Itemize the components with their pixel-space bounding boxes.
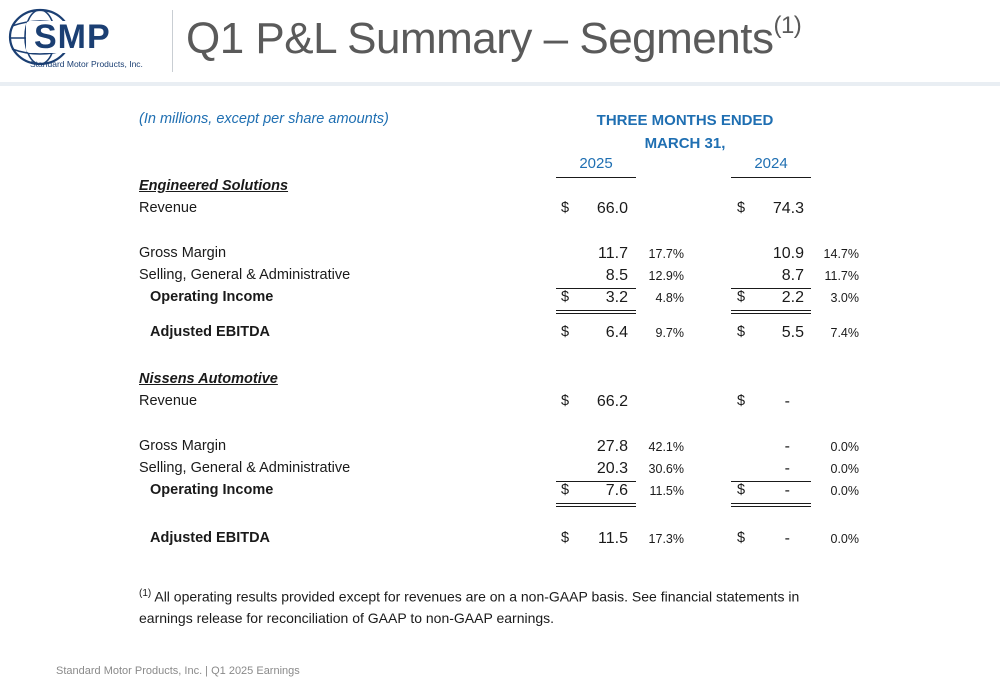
currency-symbol: $ xyxy=(737,200,746,216)
year-2025-heading: 2025 xyxy=(579,155,613,172)
row-label: Revenue xyxy=(139,393,198,409)
footnote-text: All operating results provided except for revenues are on a non-GAAP basis. See financial statements in earnings release for reconciliation of GAAP to non-GAAP earnings. xyxy=(139,588,800,626)
period-line-2: MARCH 31, xyxy=(644,135,726,152)
currency-symbol: $ xyxy=(737,289,746,305)
row-label: Revenue xyxy=(139,200,198,216)
currency-symbol: $ xyxy=(561,289,570,305)
value-2025: 8.5 xyxy=(605,267,628,284)
section-heading-row xyxy=(0,371,1000,393)
table-row xyxy=(0,438,1000,460)
value-2024: - xyxy=(784,460,790,477)
value-2025: 66.0 xyxy=(596,200,628,217)
value-2025: 27.8 xyxy=(596,438,628,455)
percent-2025: 17.7% xyxy=(648,247,684,261)
percent-2024: 0.0% xyxy=(830,484,859,498)
percent-2024: 14.7% xyxy=(823,247,859,261)
currency-symbol: $ xyxy=(737,324,746,340)
row-label: Selling, General & Administrative xyxy=(139,460,351,476)
percent-2024: 11.7% xyxy=(824,269,859,283)
row-label: Gross Margin xyxy=(139,245,227,261)
value-2024: - xyxy=(784,393,790,410)
percent-2024: 7.4% xyxy=(830,326,859,340)
percent-2024: 0.0% xyxy=(830,440,859,454)
units-note: (In millions, except per share amounts) xyxy=(139,111,389,127)
footnote-marker: (1) xyxy=(139,588,152,599)
percent-2025: 17.3% xyxy=(648,532,684,546)
slide-footer: Standard Motor Products, Inc. | Q1 2025 Earnings xyxy=(56,665,300,677)
value-2024: - xyxy=(784,482,790,499)
percent-2025: 30.6% xyxy=(648,462,684,476)
page-title: Q1 P&L Summary – Segments$^{(1)}$ xyxy=(186,12,802,63)
table-row xyxy=(0,482,1000,504)
percent-2025: 11.5% xyxy=(649,484,684,498)
percent-2025: 9.7% xyxy=(655,326,684,340)
table-row xyxy=(0,324,1000,346)
value-2025: 7.6 xyxy=(605,482,628,499)
currency-symbol: $ xyxy=(737,530,746,546)
percent-2024: 0.0% xyxy=(830,532,859,546)
logo-wordmark: SMP xyxy=(34,18,111,56)
value-2024: - xyxy=(784,438,790,455)
percent-2025: 42.1% xyxy=(648,440,684,454)
year-2024-heading: 2024 xyxy=(754,155,788,172)
row-label: Selling, General & Administrative xyxy=(139,267,351,283)
total-double-rule xyxy=(556,503,636,507)
value-2025: 66.2 xyxy=(596,393,628,410)
total-double-rule xyxy=(731,503,811,507)
row-label: Operating Income xyxy=(150,482,274,498)
value-2024: 74.3 xyxy=(772,200,804,217)
value-2024: 10.9 xyxy=(772,245,804,262)
row-label: Gross Margin xyxy=(139,438,227,454)
value-2025: 11.5 xyxy=(598,530,628,547)
smp-logo xyxy=(6,4,166,74)
value-2025: 20.3 xyxy=(596,460,628,477)
table-row xyxy=(0,267,1000,289)
table-row xyxy=(0,393,1000,415)
value-2024: - xyxy=(784,530,790,547)
currency-symbol: $ xyxy=(561,530,570,546)
section-heading: Engineered Solutions xyxy=(139,178,289,194)
table-row xyxy=(0,530,1000,552)
value-2025: 6.4 xyxy=(605,324,628,341)
value-2024: 8.7 xyxy=(781,267,804,284)
currency-symbol: $ xyxy=(737,482,746,498)
section-heading-row xyxy=(0,178,1000,200)
title-footnote-marker: (1) xyxy=(773,12,802,39)
footnote xyxy=(139,583,839,629)
currency-symbol: $ xyxy=(561,393,570,409)
currency-symbol: $ xyxy=(561,200,570,216)
total-double-rule xyxy=(731,310,811,314)
period-heading xyxy=(560,109,810,155)
row-label: Adjusted EBITDA xyxy=(150,324,271,340)
table-row xyxy=(0,245,1000,267)
period-line-1: THREE MONTHS ENDED xyxy=(596,112,774,129)
logo-tagline: Standard Motor Products, Inc. xyxy=(30,59,143,69)
percent-2025: 12.9% xyxy=(648,269,684,283)
currency-symbol: $ xyxy=(737,393,746,409)
percent-2025: 4.8% xyxy=(655,291,684,305)
currency-symbol: $ xyxy=(561,482,570,498)
row-label: Adjusted EBITDA xyxy=(150,530,271,546)
total-double-rule xyxy=(556,310,636,314)
value-2025: 3.2 xyxy=(605,289,628,306)
percent-2024: 3.0% xyxy=(830,291,859,305)
section-heading: Nissens Automotive xyxy=(139,371,278,387)
table-row xyxy=(0,289,1000,311)
table-row xyxy=(0,200,1000,222)
value-2025: 11.7 xyxy=(598,245,628,262)
row-label: Operating Income xyxy=(150,289,274,305)
header-divider xyxy=(172,10,173,72)
percent-2024: 0.0% xyxy=(830,462,859,476)
slide-header xyxy=(0,0,1000,80)
currency-symbol: $ xyxy=(561,324,570,340)
value-2024: 2.2 xyxy=(781,289,804,306)
value-2024: 5.5 xyxy=(781,324,804,341)
table-row xyxy=(0,460,1000,482)
header-rule xyxy=(0,82,1000,86)
